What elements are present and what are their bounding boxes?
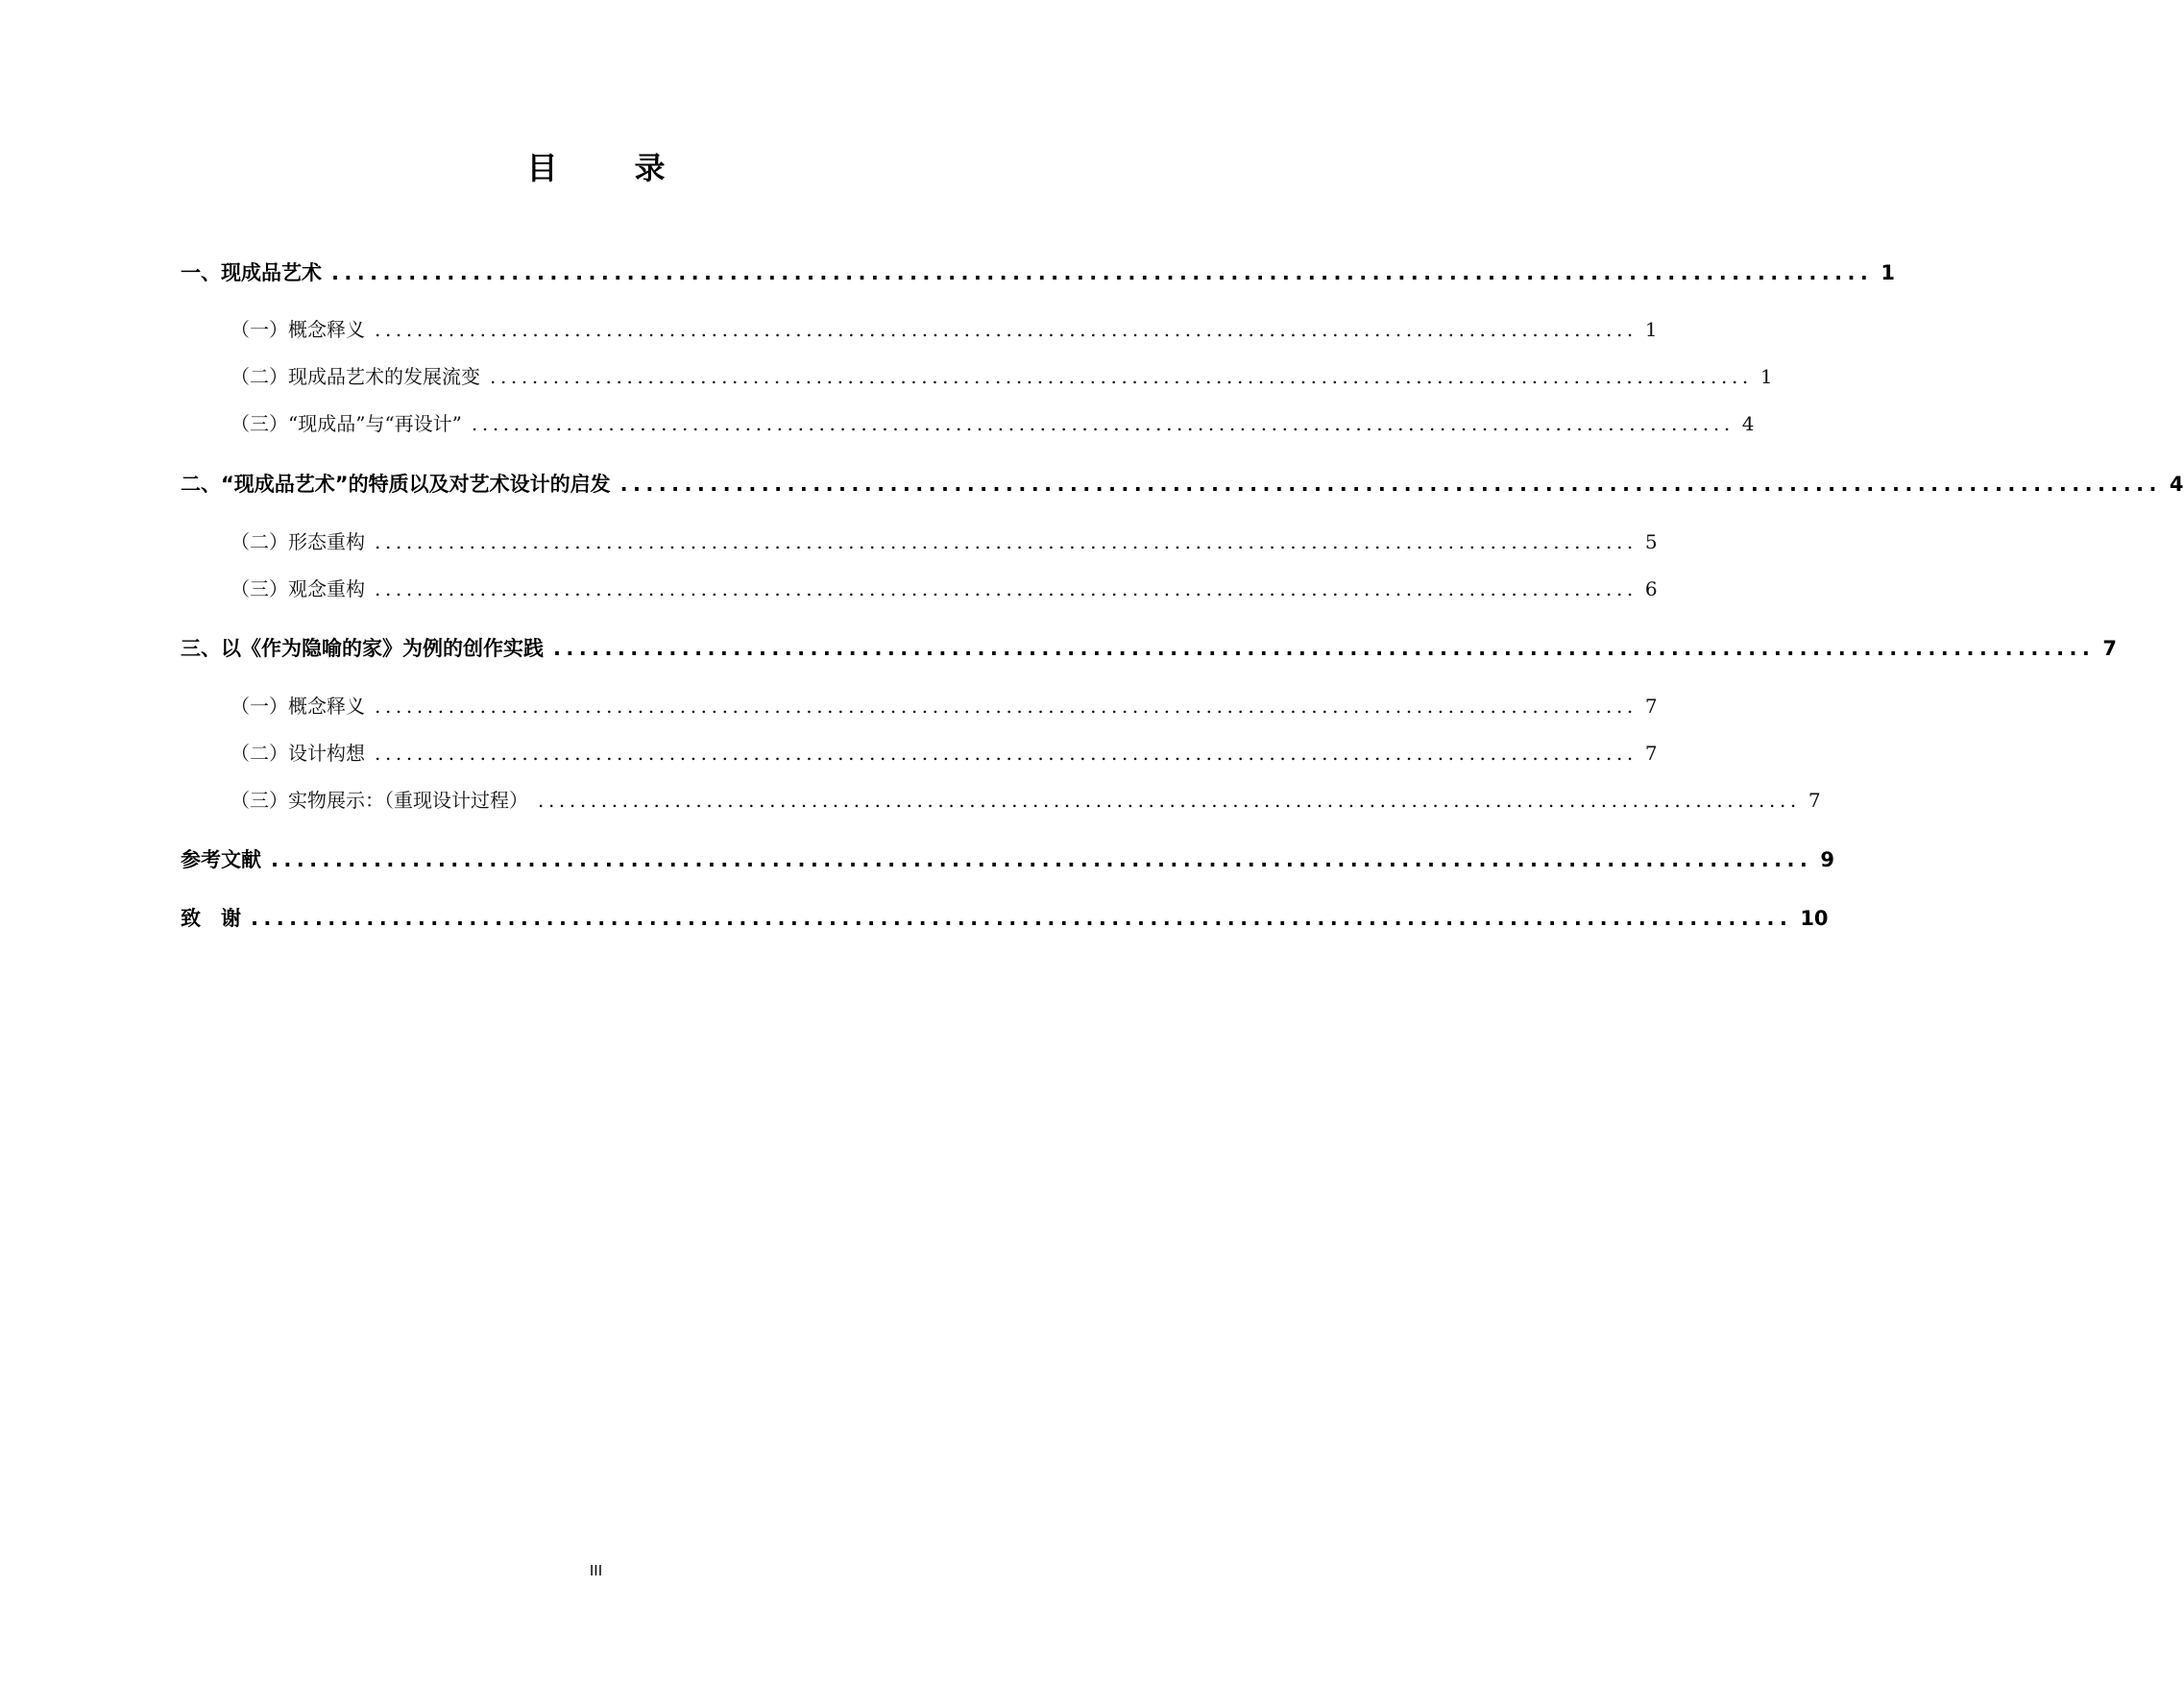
toc-entry-page: 1 (1644, 318, 1658, 341)
toc-entry-page: 10 (1800, 907, 1829, 930)
toc-entry-label: （二）形态重构 (231, 530, 365, 553)
toc-entry-label: 参考文献 (181, 848, 261, 871)
toc-leader: ........................................................................................................................ (251, 907, 1793, 930)
toc-entry[interactable] (181, 844, 1834, 875)
toc-entry-label: （二）设计构想 (231, 742, 365, 765)
toc-entry-label: （三）实物展示：（重现设计过程） (231, 789, 528, 812)
toc-entry[interactable] (181, 526, 1658, 557)
toc-entry-page: 5 (1644, 530, 1658, 553)
toc-entry[interactable] (181, 361, 1773, 392)
toc-entry[interactable] (181, 574, 1658, 604)
toc-leader: ........................................................................................................................ (619, 473, 2162, 496)
toc-entry[interactable] (181, 903, 1829, 934)
toc-leader: ........................................................................................................................ (375, 695, 1638, 718)
toc-entry-page: 1 (1881, 261, 1895, 284)
toc-entry-label: 三、以《作为隐喻的家》为例的创作实践 (181, 637, 544, 660)
toc-entry-label: （二）现成品艺术的发展流变 (231, 365, 480, 388)
toc-leader: ........................................................................................................................ (271, 848, 1813, 871)
toc-entry[interactable] (181, 785, 1821, 816)
toc-entry[interactable] (181, 408, 1755, 439)
toc-entry[interactable] (181, 314, 1658, 345)
toc-entry-page: 7 (1644, 742, 1658, 765)
toc-entry[interactable] (181, 633, 2117, 664)
toc-title: 目 录 (526, 150, 689, 186)
toc-leader: ........................................................................................................................ (375, 577, 1638, 600)
toc-leader: ........................................................................................................................ (490, 365, 1753, 388)
toc-leader: ........................................................................................................................ (375, 742, 1638, 765)
toc-entry[interactable] (181, 257, 1895, 288)
toc-entry-page: 7 (1808, 789, 1821, 812)
toc-leader: ........................................................................................................................ (375, 318, 1638, 341)
toc-entry-page: 7 (1644, 695, 1658, 718)
toc-entry-page: 6 (1644, 577, 1658, 600)
toc-leader: ........................................................................................................................ (538, 789, 1801, 812)
toc-entry-page: 1 (1759, 365, 1773, 388)
toc-entry-page: 4 (2169, 473, 2184, 496)
toc-entry-label: （一）概念释义 (231, 318, 365, 341)
toc-entry-label: 致 谢 (181, 907, 241, 930)
toc-entry[interactable] (181, 738, 1658, 769)
toc-entry[interactable] (181, 691, 1658, 721)
toc-entry[interactable] (181, 469, 2184, 500)
toc-leader: ........................................................................................................................ (553, 637, 2096, 660)
page-number: III (589, 1562, 603, 1579)
toc-entry-page: 7 (2102, 637, 2117, 660)
toc-entry-label: （三）“现成品”与“再设计” (231, 412, 462, 435)
toc-entry-page: 9 (1820, 848, 1834, 871)
toc-entry-label: （一）概念释义 (231, 695, 365, 718)
toc-leader: ........................................................................................................................ (471, 412, 1735, 435)
toc-leader: ........................................................................................................................ (331, 261, 1874, 284)
toc-entry-label: 一、现成品艺术 (181, 261, 322, 284)
toc-leader: ........................................................................................................................ (375, 530, 1638, 553)
toc-entry-label: （三）观念重构 (231, 577, 365, 600)
toc-entry-label: 二、“现成品艺术”的特质以及对艺术设计的启发 (181, 473, 611, 496)
toc-entry-page: 4 (1741, 412, 1755, 435)
